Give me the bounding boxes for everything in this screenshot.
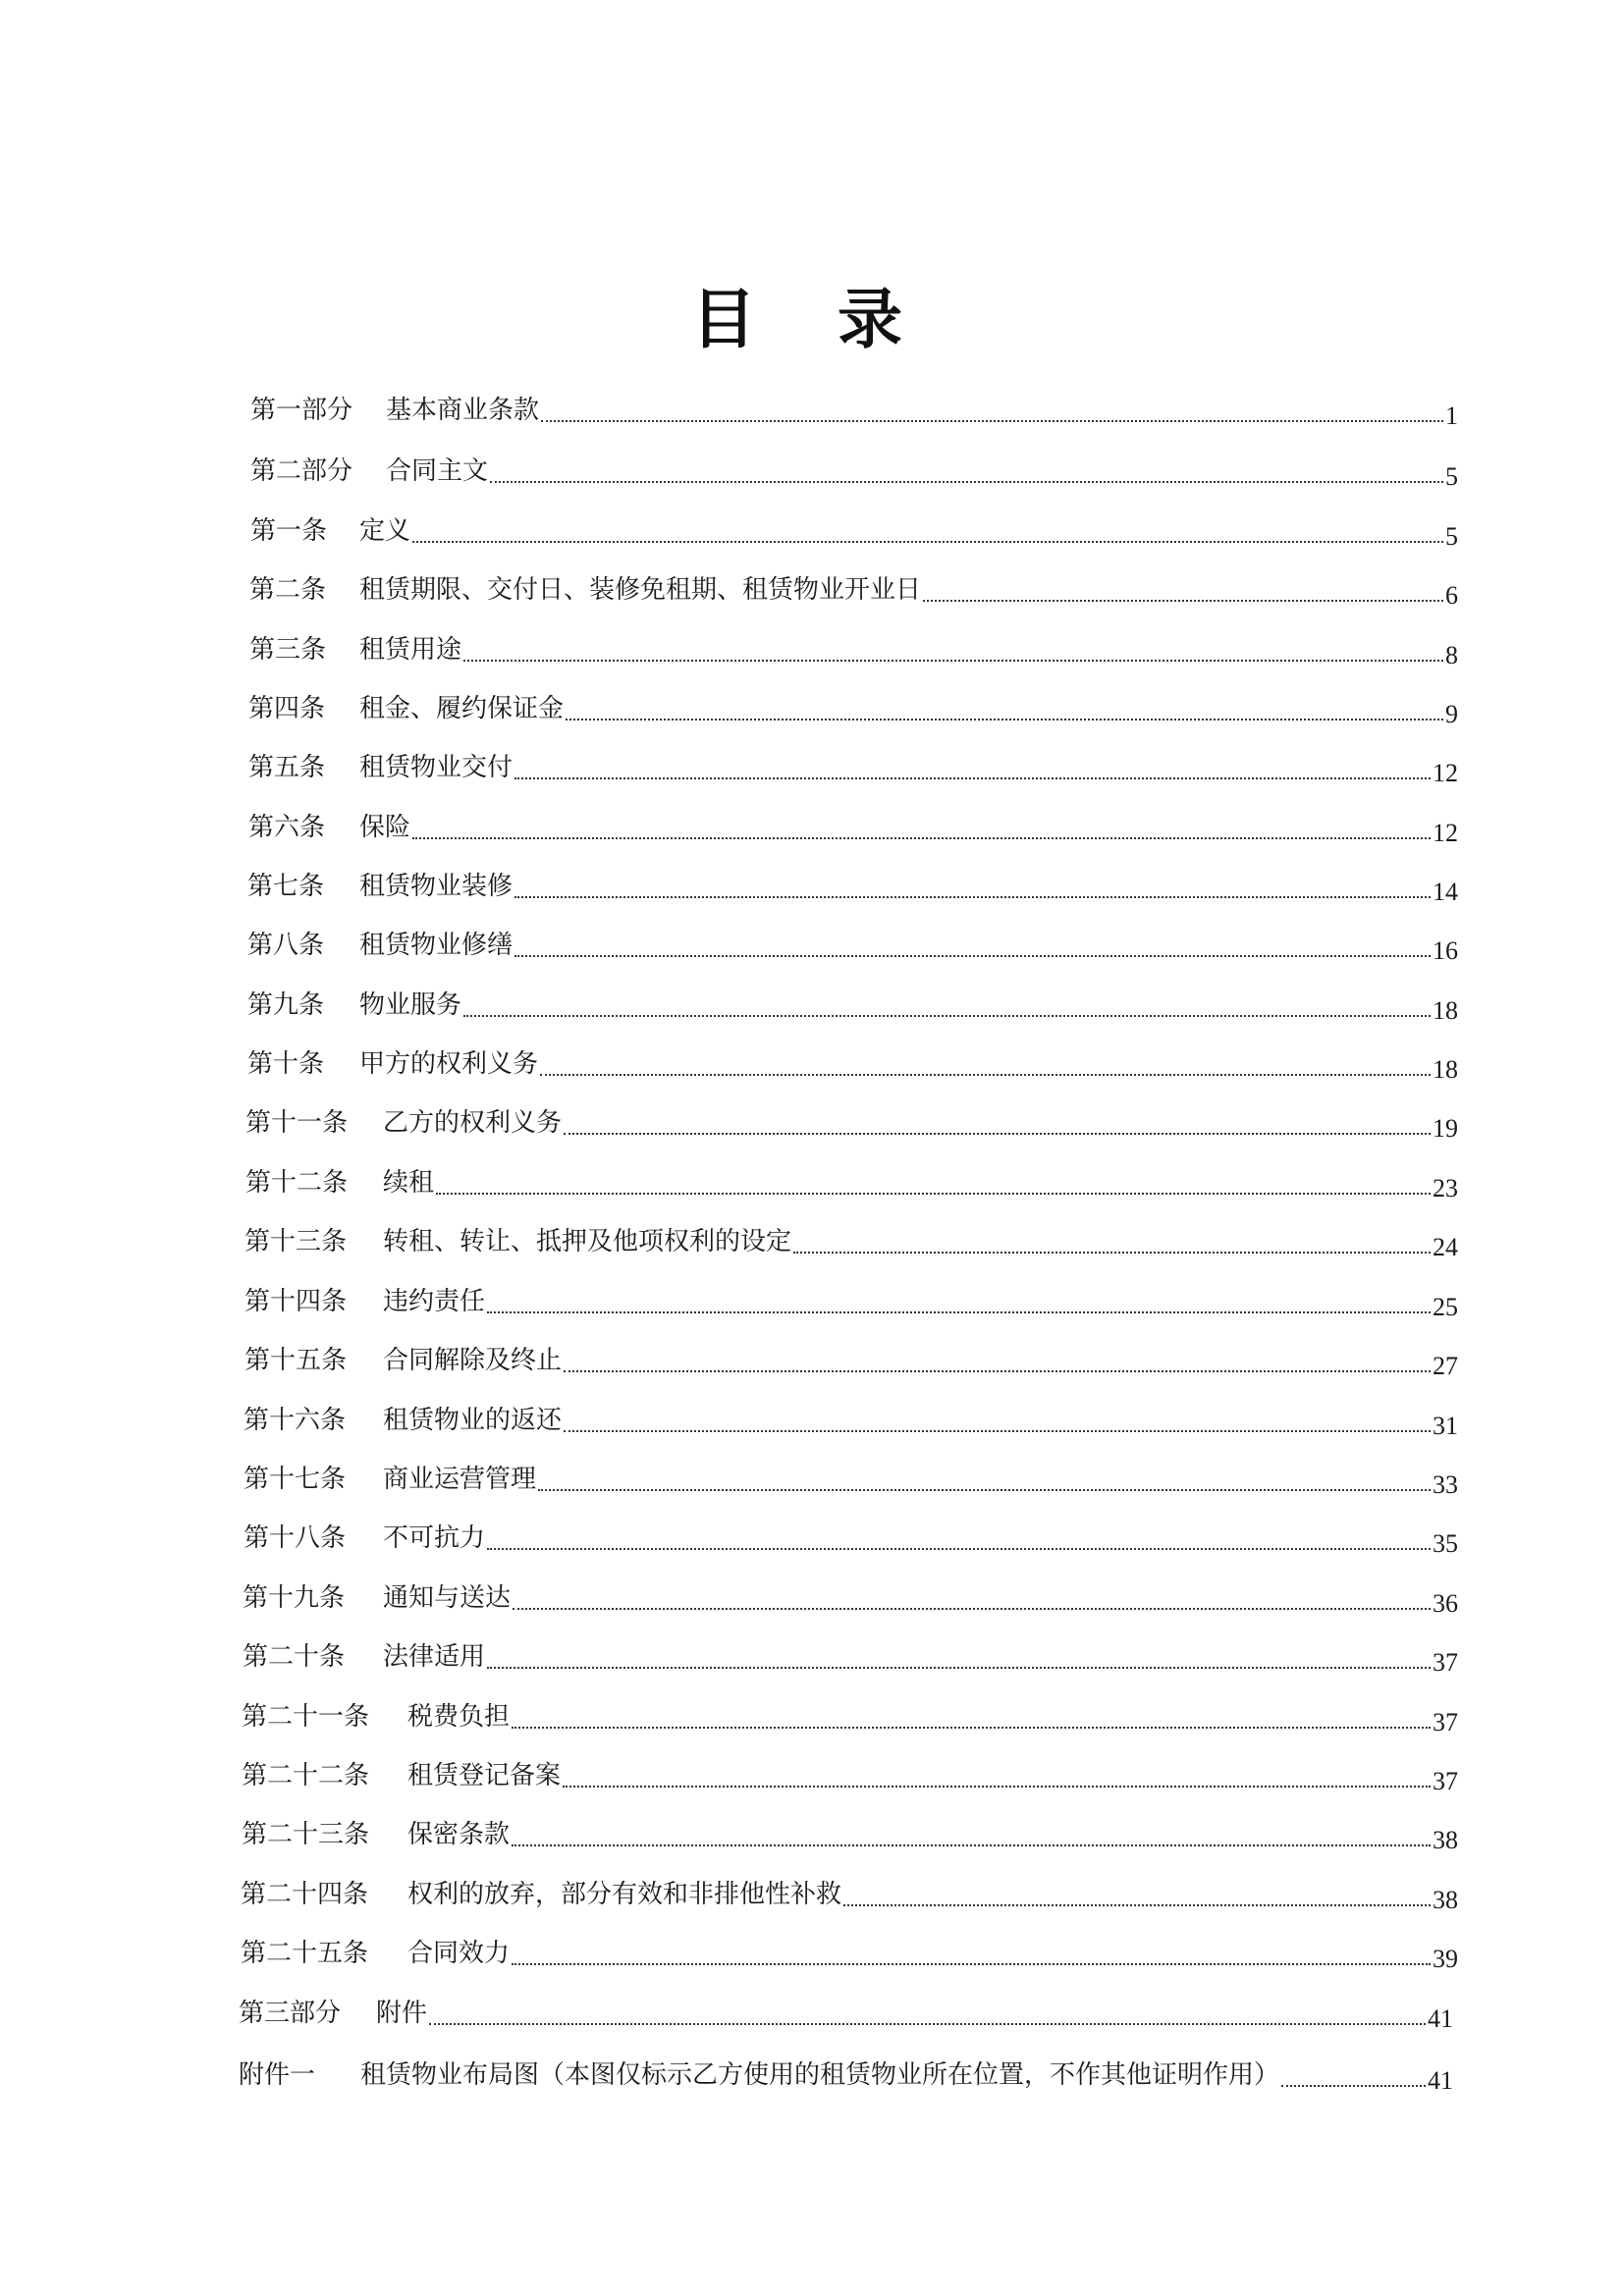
toc-entry[interactable] (244, 1282, 1458, 1321)
toc-entry-title: 租赁用途 (359, 635, 462, 665)
toc-entry-number: 第十九条 (243, 1583, 346, 1613)
toc-entry-number: 第七条 (247, 872, 325, 901)
toc-entry-page: 12 (1433, 819, 1458, 847)
toc-entry-page: 25 (1433, 1293, 1458, 1321)
dot-leader (514, 777, 1431, 779)
toc-entry[interactable] (248, 689, 1458, 728)
toc-entry-number: 第三部分 (239, 1999, 342, 2028)
toc-entry-page: 31 (1433, 1412, 1458, 1440)
toc-entry-page: 37 (1433, 1648, 1458, 1677)
toc-entry-title: 违约责任 (383, 1287, 486, 1316)
dot-leader (487, 1548, 1431, 1550)
dot-leader (429, 2023, 1426, 2025)
toc-entry-title: 租赁物业布局图（本图仅标示乙方使用的租赁物业所在位置，不作其他证明作用） (360, 2060, 1280, 2090)
toc-entry-title: 租赁物业交付 (359, 753, 514, 782)
toc-entry-page: 41 (1428, 2004, 1453, 2033)
toc-entry-title: 保密条款 (407, 1820, 511, 1849)
toc-entry-number: 第十一条 (245, 1108, 349, 1138)
toc-entry[interactable] (250, 511, 1458, 551)
toc-entry[interactable] (243, 1637, 1458, 1677)
toc-entry[interactable] (243, 1401, 1458, 1440)
toc-entry-page: 41 (1428, 2066, 1453, 2095)
toc-entry[interactable] (245, 1103, 1458, 1143)
toc-entry[interactable] (250, 391, 1458, 430)
toc-entry-number: 第五条 (248, 753, 326, 782)
toc-entry[interactable] (244, 1222, 1458, 1261)
toc-entry[interactable] (249, 570, 1458, 610)
toc-entry-number: 第六条 (248, 813, 326, 842)
dot-leader (512, 1727, 1431, 1729)
toc-entry-title: 基本商业条款 (386, 396, 540, 425)
toc-entry[interactable] (247, 867, 1458, 906)
toc-entry-page: 38 (1433, 1826, 1458, 1854)
toc-entry-page: 9 (1445, 700, 1458, 728)
toc-entry[interactable] (244, 1341, 1458, 1380)
toc-entry-number: 第十四条 (244, 1287, 348, 1316)
toc-entry[interactable] (242, 1697, 1458, 1736)
toc-entry-title: 租赁物业的返还 (383, 1406, 563, 1435)
toc-entry[interactable] (239, 2056, 1453, 2095)
toc-entry-title: 税费负担 (407, 1702, 511, 1732)
toc-entry-title: 物业服务 (359, 990, 462, 1020)
dot-leader (463, 660, 1443, 662)
toc-entry[interactable] (249, 630, 1458, 669)
toc-entry-page: 37 (1433, 1708, 1458, 1736)
toc-entry-number: 第十二条 (245, 1168, 349, 1198)
dot-leader (1281, 2085, 1426, 2087)
toc-entry-number: 第十条 (247, 1049, 325, 1079)
toc-entry-number: 第九条 (247, 990, 325, 1020)
dot-leader (923, 600, 1443, 602)
toc-entry[interactable] (248, 748, 1458, 787)
toc-entry-title: 乙方的权利义务 (383, 1108, 563, 1138)
toc-entry-page: 19 (1433, 1114, 1458, 1143)
toc-entry-title: 法律适用 (383, 1642, 486, 1672)
toc-entry-page: 39 (1433, 1945, 1458, 1973)
dot-leader (487, 1667, 1431, 1669)
toc-entry-page: 23 (1433, 1174, 1458, 1202)
toc-entry-page: 8 (1445, 641, 1458, 669)
toc-entry[interactable] (250, 452, 1458, 491)
toc-entry-title: 租赁物业装修 (359, 872, 514, 901)
dot-leader (538, 1489, 1431, 1491)
toc-entry-title: 转租、转让、抵押及他项权利的设定 (383, 1227, 792, 1256)
toc-entry[interactable] (245, 1163, 1458, 1202)
dot-leader (514, 955, 1431, 957)
toc-entry[interactable] (247, 926, 1458, 965)
toc-entry-page: 16 (1433, 936, 1458, 965)
toc-entry-page: 36 (1433, 1589, 1458, 1618)
toc-entry-page: 27 (1433, 1352, 1458, 1380)
toc-entry-number: 第二十二条 (242, 1761, 370, 1790)
toc-entry-number: 第十七条 (243, 1465, 347, 1494)
toc-entry[interactable] (247, 1044, 1458, 1084)
dot-leader (512, 1963, 1431, 1965)
toc-entry-page: 35 (1433, 1529, 1458, 1558)
toc-entry-title: 不可抗力 (383, 1523, 486, 1553)
dot-leader (412, 541, 1443, 543)
toc-entry-title: 附件 (376, 1999, 428, 2028)
toc-entry-number: 第二部分 (250, 456, 353, 486)
toc-entry-title: 合同解除及终止 (383, 1346, 563, 1375)
toc-entry-page: 5 (1445, 462, 1458, 491)
toc-entry-number: 第二十三条 (242, 1820, 370, 1849)
toc-entry-number: 第三条 (249, 635, 327, 665)
dot-leader (793, 1252, 1431, 1254)
toc-entry-title: 租赁期限、交付日、装修免租期、租赁物业开业日 (359, 575, 922, 605)
dot-leader (412, 837, 1431, 839)
dot-leader (540, 1074, 1431, 1076)
toc-entry-title: 租金、履约保证金 (359, 694, 565, 723)
toc-entry[interactable] (243, 1578, 1458, 1618)
toc-entry-page: 24 (1433, 1233, 1458, 1261)
dot-leader (843, 1904, 1431, 1906)
toc-entry[interactable] (241, 1875, 1458, 1914)
toc-entry-page: 38 (1433, 1886, 1458, 1914)
toc-entry[interactable] (239, 1994, 1453, 2033)
dot-leader (541, 420, 1443, 422)
toc-entry-title: 保险 (359, 813, 411, 842)
toc-entry-page: 12 (1433, 759, 1458, 787)
toc-entry-number: 第四条 (248, 694, 326, 723)
toc-entry-number: 第十五条 (244, 1346, 348, 1375)
toc-entry-title: 商业运营管理 (383, 1465, 537, 1494)
toc-entry-title: 定义 (359, 516, 411, 546)
dot-leader (436, 1193, 1431, 1195)
dot-leader (564, 1133, 1431, 1135)
toc-entry-number: 第一部分 (250, 396, 353, 425)
toc-entry-page: 18 (1433, 1055, 1458, 1084)
toc-entry[interactable] (247, 986, 1458, 1025)
toc-entry-page: 6 (1445, 581, 1458, 610)
dot-leader (564, 1370, 1431, 1372)
dot-leader (512, 1844, 1431, 1846)
page-title: 目 录 (691, 281, 932, 357)
dot-leader (513, 1608, 1431, 1610)
toc-entry-number: 第八条 (247, 931, 325, 960)
toc-entry-page: 14 (1433, 878, 1458, 906)
dot-leader (463, 1015, 1431, 1017)
dot-leader (487, 1311, 1431, 1313)
dot-leader (564, 1430, 1431, 1432)
toc-entry-title: 合同主文 (386, 456, 489, 486)
toc-entry-number: 第十三条 (244, 1227, 348, 1256)
toc-entry-number: 第二十五条 (241, 1939, 369, 1968)
toc-entry[interactable] (242, 1815, 1458, 1854)
dot-leader (514, 896, 1431, 898)
toc-entry[interactable] (243, 1460, 1458, 1499)
toc-entry-page: 18 (1433, 996, 1458, 1025)
toc-entry-page: 33 (1433, 1470, 1458, 1499)
toc-entry-number: 第二十一条 (242, 1702, 370, 1732)
toc-entry-title: 续租 (383, 1168, 435, 1198)
toc-entry[interactable] (241, 1934, 1458, 1973)
toc-entry-number: 第二条 (249, 575, 327, 605)
toc-entry-number: 第一条 (250, 516, 328, 546)
toc-entry-title: 权利的放弃，部分有效和非排他性补救 (407, 1880, 842, 1909)
toc-entry-title: 租赁物业修缮 (359, 931, 514, 960)
toc-entry[interactable] (243, 1519, 1458, 1558)
toc-entry-number: 第十八条 (243, 1523, 347, 1553)
toc-entry-title: 甲方的权利义务 (359, 1049, 539, 1079)
dot-leader (490, 481, 1443, 483)
toc-entry-number: 第二十四条 (241, 1880, 369, 1909)
dot-leader (566, 719, 1443, 721)
toc-entry-number: 第二十条 (243, 1642, 346, 1672)
toc-entry-title: 通知与送达 (383, 1583, 512, 1613)
toc-entry[interactable] (248, 808, 1458, 847)
toc-entry-page: 37 (1433, 1767, 1458, 1795)
toc-entry-title: 合同效力 (407, 1939, 511, 1968)
toc-entry-page: 1 (1445, 401, 1458, 430)
toc-entry[interactable] (242, 1756, 1458, 1795)
toc-entry-title: 租赁登记备案 (407, 1761, 562, 1790)
toc-entry-number: 第十六条 (243, 1406, 347, 1435)
toc-entry-number: 附件一 (239, 2060, 316, 2090)
toc-entry-page: 5 (1445, 522, 1458, 551)
dot-leader (563, 1786, 1431, 1788)
